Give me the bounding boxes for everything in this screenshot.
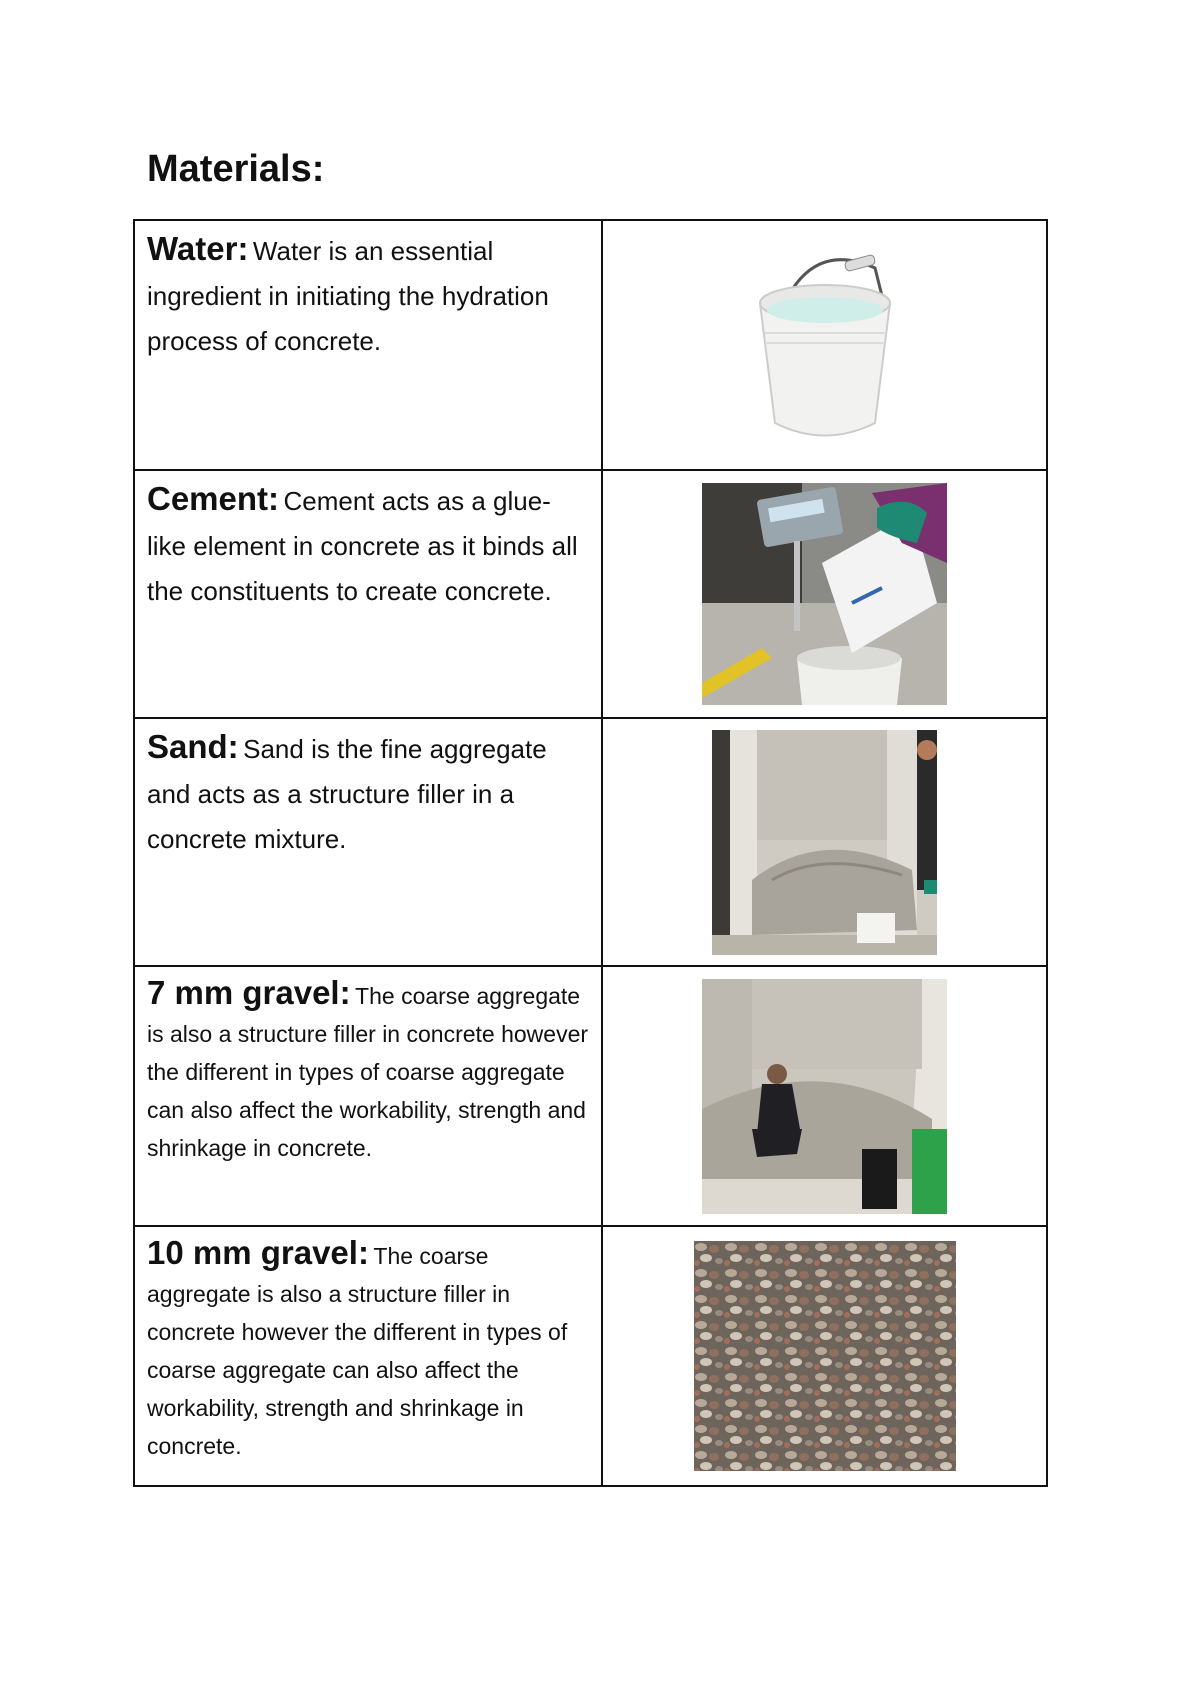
material-image-cell xyxy=(602,470,1047,718)
material-text-cell xyxy=(134,718,602,966)
material-image-cell xyxy=(602,966,1047,1226)
material-text-cell xyxy=(134,1226,602,1486)
material-description: The coarse aggregate is also a structure filler in concrete however the different in types of coarse aggregate can also affect the workability, strength and shrinkage in concrete. xyxy=(147,983,589,1161)
sand-bay-image xyxy=(712,730,937,955)
material-image-cell xyxy=(602,718,1047,966)
material-name: Cement: xyxy=(147,480,280,517)
material-name: Water: xyxy=(147,230,249,267)
material-description: Cement acts as a glue-like element in concrete as it binds all the constituents to create concrete. xyxy=(147,486,578,606)
page-title: Materials: xyxy=(147,148,325,190)
material-description: The coarse aggregate is also a structure filler in concrete however the different in types of coarse aggregate can also affect the workability, strength and shrinkage in concrete. xyxy=(147,1243,568,1459)
water-bucket-image xyxy=(750,248,900,443)
material-name: 10 mm gravel: xyxy=(147,1234,369,1271)
material-text-cell xyxy=(134,966,602,1226)
gravel-closeup-image xyxy=(694,1241,956,1471)
material-image-cell xyxy=(602,220,1047,470)
materials-table xyxy=(133,219,1048,1487)
material-description: Water is an essential ingredient in initiating the hydration process of concrete. xyxy=(147,236,549,356)
cement-on-scale-image xyxy=(702,483,947,705)
table-row xyxy=(134,718,1047,966)
table-row xyxy=(134,966,1047,1226)
table-row xyxy=(134,220,1047,470)
material-text-cell xyxy=(134,470,602,718)
table-row xyxy=(134,1226,1047,1486)
material-description: Sand is the fine aggregate and acts as a structure filler in a concrete mixture. xyxy=(147,734,547,854)
material-image-cell xyxy=(602,1226,1047,1486)
table-row xyxy=(134,470,1047,718)
material-text-cell xyxy=(134,220,602,470)
material-name: 7 mm gravel: xyxy=(147,974,351,1011)
gravel-bay-with-worker-image xyxy=(702,979,947,1214)
material-name: Sand: xyxy=(147,728,239,765)
